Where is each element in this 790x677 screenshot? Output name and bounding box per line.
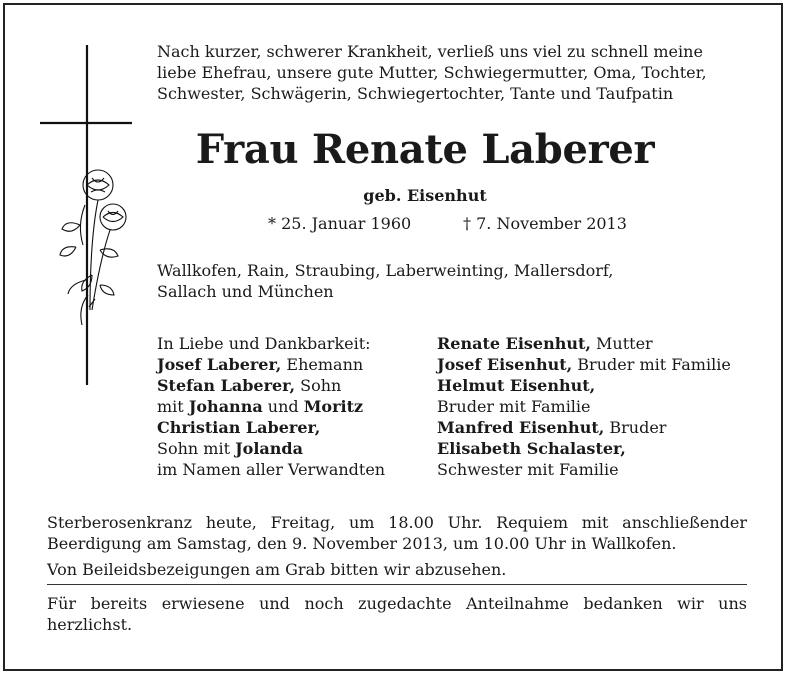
mourner-name: Renate Eisenhut, <box>437 334 591 353</box>
divider <box>47 584 747 585</box>
mourner-relation: Bruder mit Familie <box>437 397 591 416</box>
mourner-name: Manfred Eisenhut, <box>437 418 605 437</box>
mourner-name: Jolanda <box>235 439 303 458</box>
mourners-left-column <box>157 333 385 480</box>
funeral-text: Sterberosenkranz heute, Freitag, um 18.00 Uhr. Requiem mit anschließender Beerdigung am Samstag, den 9. November 2013, um 10.00 Uhr in Wallkofen. <box>47 513 747 553</box>
birth-date: * 25. Januar 1960 <box>268 214 412 233</box>
mourners-relatives: im Namen aller Verwandten <box>157 460 386 479</box>
thanks-text: Für bereits erwiesene und noch zugedachte Anteilnahme bedanken wir uns herzlichst. <box>47 594 747 634</box>
mourner-row <box>437 375 731 396</box>
mourner-row <box>157 417 385 438</box>
mourner-name: Helmut Eisenhut, <box>437 376 596 395</box>
mourner-connector: Sohn mit <box>157 439 236 458</box>
mourner-name: Josef Eisenhut, <box>437 355 573 374</box>
mourner-row <box>157 375 385 396</box>
mourner-connector: und <box>262 397 304 416</box>
mourner-relation: Schwester mit Familie <box>437 460 619 479</box>
mourner-relation: Mutter <box>590 334 653 353</box>
mourner-relation: Bruder <box>604 418 667 437</box>
mourner-relation: Ehemann <box>281 355 364 374</box>
mourner-name: Christian Laberer, <box>157 418 321 437</box>
mourner-row <box>157 438 385 459</box>
mourner-row <box>437 438 731 459</box>
deceased-name: Frau Renate Laberer <box>195 126 655 173</box>
mourner-name: Johanna <box>188 397 263 416</box>
mourner-relation: Sohn <box>295 376 342 395</box>
death-date: † 7. November 2013 <box>463 214 627 233</box>
mourner-relation: Bruder mit Familie <box>572 355 731 374</box>
mourner-row <box>157 354 385 375</box>
places-line: Sallach und München <box>157 282 334 301</box>
mourner-name: Elisabeth Schalaster, <box>437 439 626 458</box>
intro-text <box>157 41 707 104</box>
places-text <box>157 260 613 302</box>
intro-line: Nach kurzer, schwerer Krankheit, verließ uns viel zu schnell meine <box>157 42 703 61</box>
mourner-name: Josef Laberer, <box>157 355 282 374</box>
mourners-heading: In Liebe und Dankbarkeit: <box>157 334 371 353</box>
mourners-right-column <box>437 333 731 480</box>
mourner-row <box>437 333 731 354</box>
cross-with-roses-icon <box>40 45 140 390</box>
mourner-row <box>437 354 731 375</box>
mourner-name: Moritz <box>303 397 364 416</box>
birth-name: geb. Eisenhut <box>363 186 487 205</box>
condolence-note: Von Beileidsbezeigungen am Grab bitten wir abzusehen. <box>47 560 507 579</box>
places-line: Wallkofen, Rain, Straubing, Laberweinting, Mallersdorf, <box>157 261 614 280</box>
mourner-name: Stefan Laberer, <box>157 376 296 395</box>
intro-line: liebe Ehefrau, unsere gute Mutter, Schwiegermutter, Oma, Tochter, <box>157 63 707 82</box>
mourner-row <box>437 417 731 438</box>
mourner-connector: mit <box>157 397 189 416</box>
mourner-row <box>157 396 385 417</box>
intro-line: Schwester, Schwägerin, Schwiegertochter, Tante und Taufpatin <box>157 84 674 103</box>
